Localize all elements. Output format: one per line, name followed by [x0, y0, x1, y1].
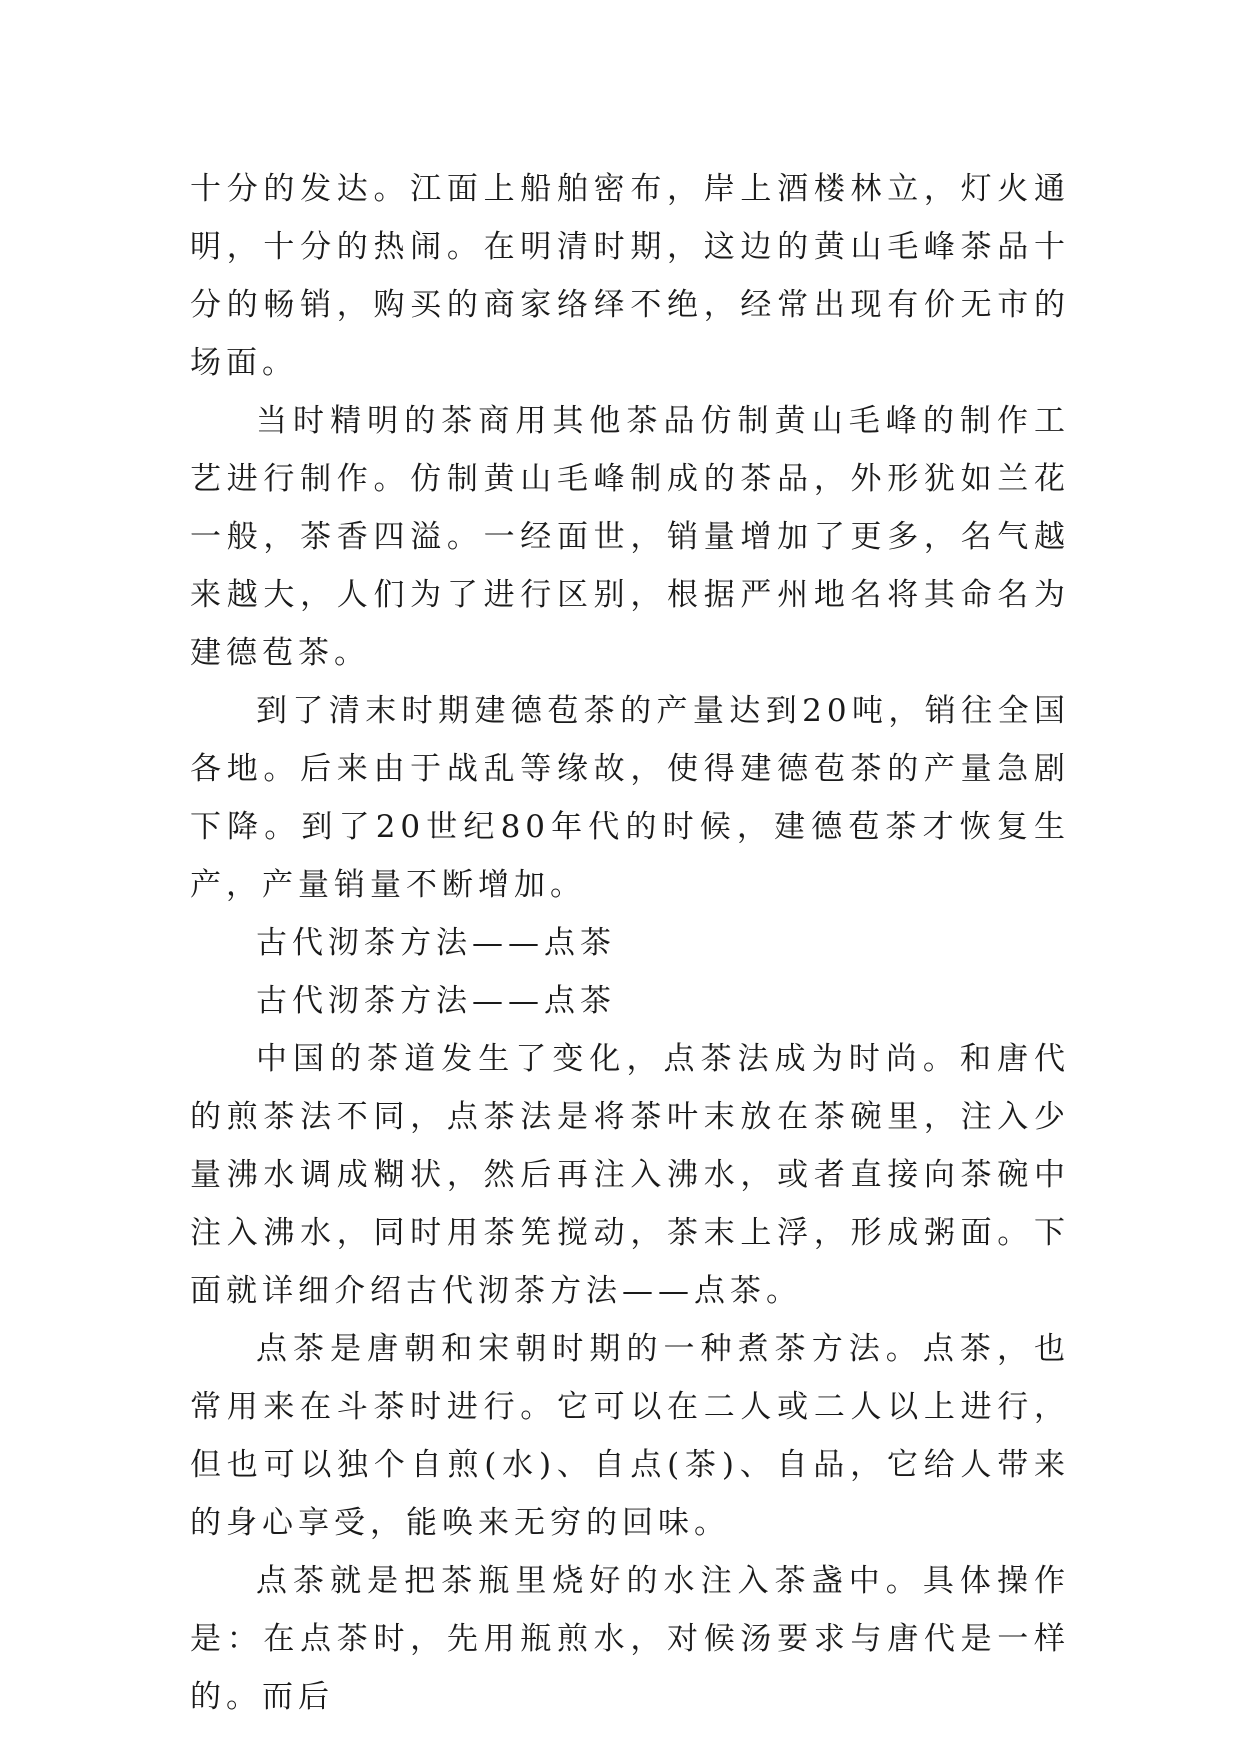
- paragraph: 点茶就是把茶瓶里烧好的水注入茶盏中。具体操作是：在点茶时，先用瓶煎水，对候汤要求与唐代是一样的。而后: [190, 1563, 1070, 1715]
- paragraph: 点茶是唐朝和宋朝时期的一种煮茶方法。点茶，也常用来在斗茶时进行。它可以在二人或二人以上进行，但也可以独个自煎(水)、自点(茶)、自品，它给人带来的身心享受，能唤来无穷的回味。: [190, 1331, 1070, 1541]
- paragraph: 十分的发达。江面上船舶密布，岸上酒楼林立，灯火通明，十分的热闹。在明清时期，这边的黄山毛峰茶品十分的畅销，购买的商家络绎不绝，经常出现有价无市的场面。: [190, 171, 1070, 381]
- section-heading: 古代沏茶方法——点茶: [256, 983, 616, 1019]
- paragraph: 到了清末时期建德苞茶的产量达到20吨，销往全国各地。后来由于战乱等缘故，使得建德苞茶的产量急剧下降。到了20世纪80年代的时候，建德苞茶才恢复生产，产量销量不断增加。: [190, 693, 1070, 903]
- paragraph: 中国的茶道发生了变化，点茶法成为时尚。和唐代的煎茶法不同，点茶法是将茶叶末放在茶碗里，注入少量沸水调成糊状，然后再注入沸水，或者直接向茶碗中注入沸水，同时用茶筅搅动，茶末上浮，形成粥面。下面就详细介绍古代沏茶方法——点茶。: [190, 1041, 1070, 1309]
- paragraph: 当时精明的茶商用其他茶品仿制黄山毛峰的制作工艺进行制作。仿制黄山毛峰制成的茶品，外形犹如兰花一般，茶香四溢。一经面世，销量增加了更多，名气越来越大，人们为了进行区别，根据严州地名将其命名为建德苞茶。: [190, 403, 1070, 671]
- document-body: [190, 160, 1070, 1726]
- section-heading: 古代沏茶方法——点茶: [256, 925, 616, 961]
